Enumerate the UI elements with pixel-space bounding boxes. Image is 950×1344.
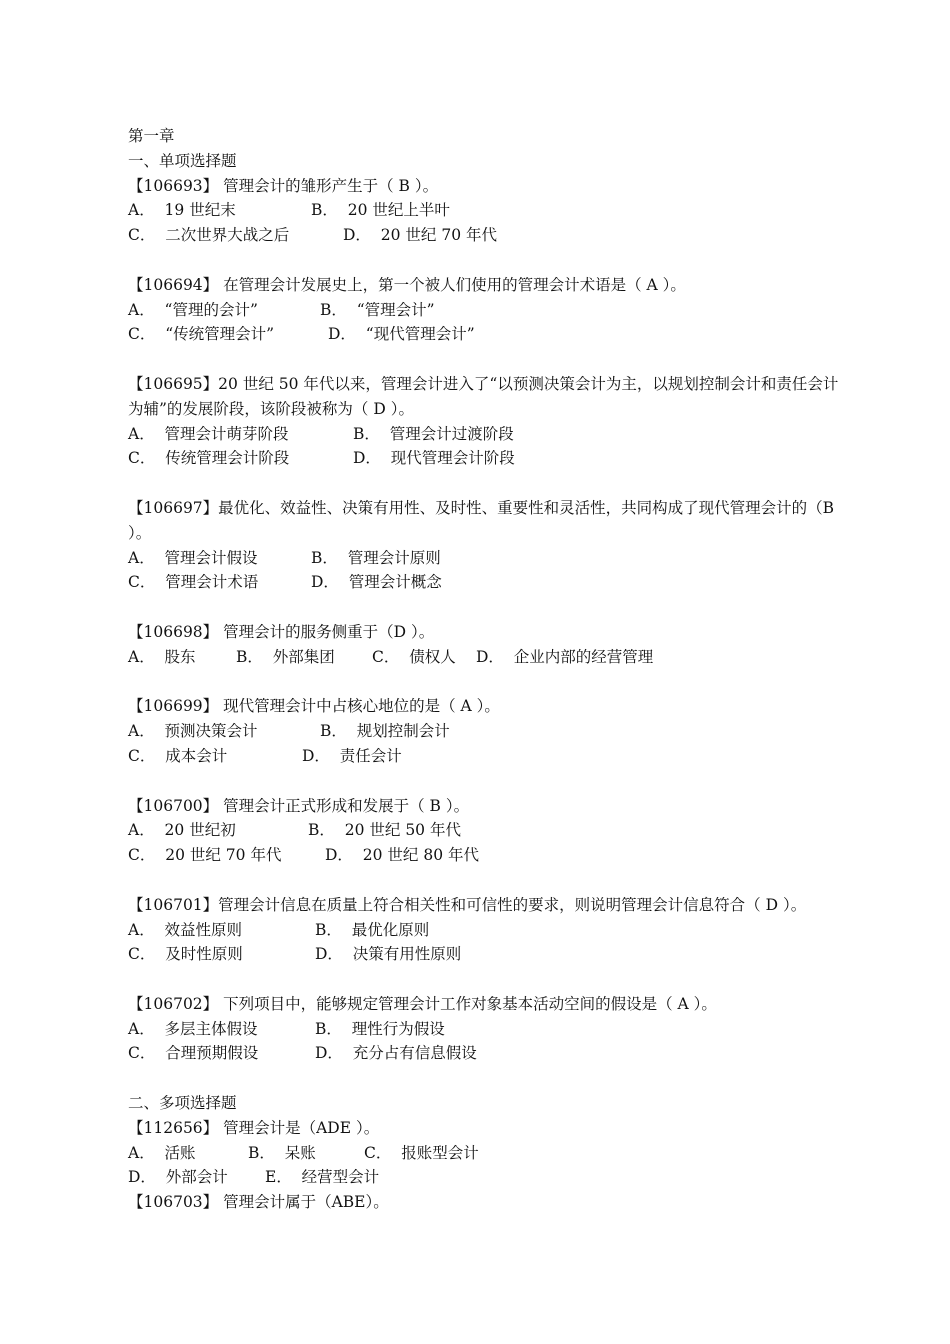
- option-c: C． 20 世纪 70 年代: [128, 846, 282, 865]
- question-text: 【106700】 管理会计正式形成和发展于（ B ）。: [128, 796, 470, 815]
- option-d: D． 20 世纪 70 年代: [343, 226, 498, 245]
- option-row: [128, 843, 844, 868]
- option-row: [128, 422, 844, 447]
- option-a: A． 活账: [128, 1143, 196, 1162]
- option-c: C． 债权人: [372, 647, 456, 666]
- question-text: 【106701】管理会计信息在质量上符合相关性和可信性的要求，则说明管理会计信息符合（ D ）。: [128, 895, 807, 914]
- option-b: B． 理性行为假设: [315, 1019, 445, 1038]
- option-d: D． 现代管理会计阶段: [353, 449, 515, 468]
- chapter-title: 第一章: [128, 127, 175, 145]
- option-c: C． 及时性原则: [128, 945, 243, 964]
- option-b: B． 20 世纪 50 年代: [308, 821, 461, 840]
- section-title-single-choice: 一、单项选择题: [128, 151, 237, 170]
- option-d: D． 责任会计: [302, 746, 402, 765]
- option-a: A． 效益性原则: [128, 920, 243, 939]
- question-text: 【106702】 下列项目中，能够规定管理会计工作对象基本活动空间的假设是（ A ）。: [128, 994, 717, 1013]
- option-a: A． 管理会计萌芽阶段: [128, 424, 289, 443]
- option-row: [128, 942, 844, 967]
- option-b: B． 管理会计原则: [311, 548, 441, 567]
- question-text: 【106698】 管理会计的服务侧重于（D ）。: [128, 622, 435, 641]
- option-row: [128, 298, 844, 323]
- question-text: 【106693】 管理会计的雏形产生于（ B ）。: [128, 176, 439, 195]
- option-row: [128, 1017, 844, 1042]
- option-row: [128, 322, 844, 347]
- option-row: [128, 818, 844, 843]
- option-b: B． 呆账: [248, 1143, 316, 1162]
- option-d: D． 20 世纪 80 年代: [325, 846, 480, 865]
- option-c: C． 管理会计术语: [128, 573, 259, 592]
- option-row: [128, 546, 844, 571]
- option-row: [128, 1165, 844, 1190]
- option-e: E． 经营型会计: [265, 1168, 380, 1187]
- option-b: B． 外部集团: [236, 647, 335, 666]
- option-row: [128, 645, 844, 670]
- option-b: B． 管理会计过渡阶段: [353, 424, 514, 443]
- option-d: D． 外部会计: [128, 1168, 228, 1187]
- section-title-multiple-choice: 二、多项选择题: [128, 1094, 237, 1113]
- question-text: 【106694】 在管理会计发展史上，第一个被人们使用的管理会计术语是（ A ）。: [128, 275, 686, 294]
- question-text: 【112656】 管理会计是（ADE ）。: [128, 1118, 380, 1137]
- option-b: B． 最优化原则: [315, 920, 430, 939]
- question-text: 【106703】 管理会计属于（ABE）。: [128, 1193, 389, 1212]
- option-row: [128, 744, 844, 769]
- option-row: [128, 918, 844, 943]
- option-row: [128, 198, 844, 223]
- option-a: A． 预测决策会计: [128, 722, 258, 741]
- option-row: [128, 570, 844, 595]
- question-text: 【106695】20 世纪 50 年代以来，管理会计进入了“以预测决策会计为主，以规划控制会计和责任会计为辅”的发展阶段，该阶段被称为（ D ）。: [128, 374, 839, 418]
- option-d: D． 企业内部的经营管理: [476, 647, 654, 666]
- option-row: [128, 1141, 844, 1166]
- option-c: C． 报账型会计: [364, 1143, 479, 1162]
- option-row: [128, 1041, 844, 1066]
- option-d: D． 管理会计概念: [311, 573, 442, 592]
- option-row: [128, 223, 844, 248]
- option-c: C． 二次世界大战之后: [128, 226, 290, 245]
- option-a: A． “管理的会计”: [128, 300, 258, 319]
- option-c: C． 合理预期假设: [128, 1044, 259, 1063]
- option-row: [128, 719, 844, 744]
- option-row: [128, 446, 844, 471]
- option-a: A． 管理会计假设: [128, 548, 258, 567]
- question-text: 【106697】最优化、效益性、决策有用性、及时性、重要性和灵活性，共同构成了现代管理会计的（B ）。: [128, 498, 835, 542]
- document-content: [128, 124, 844, 1215]
- option-c: C． 成本会计: [128, 746, 228, 765]
- option-a: A． 多层主体假设: [128, 1019, 258, 1038]
- option-b: B． 规划控制会计: [320, 722, 450, 741]
- option-c: C． “传统管理会计”: [128, 325, 275, 344]
- option-c: C． 传统管理会计阶段: [128, 449, 290, 468]
- option-b: B． “管理会计”: [320, 300, 435, 319]
- question-text: 【106699】 现代管理会计中占核心地位的是（ A ）。: [128, 697, 500, 716]
- option-a: A． 20 世纪初: [128, 821, 236, 840]
- option-d: D． 充分占有信息假设: [315, 1044, 477, 1063]
- option-d: D． “现代管理会计”: [328, 325, 475, 344]
- option-a: A． 股东: [128, 647, 196, 666]
- option-d: D． 决策有用性原则: [315, 945, 462, 964]
- option-b: B． 20 世纪上半叶: [311, 201, 450, 220]
- option-a: A． 19 世纪末: [128, 201, 236, 220]
